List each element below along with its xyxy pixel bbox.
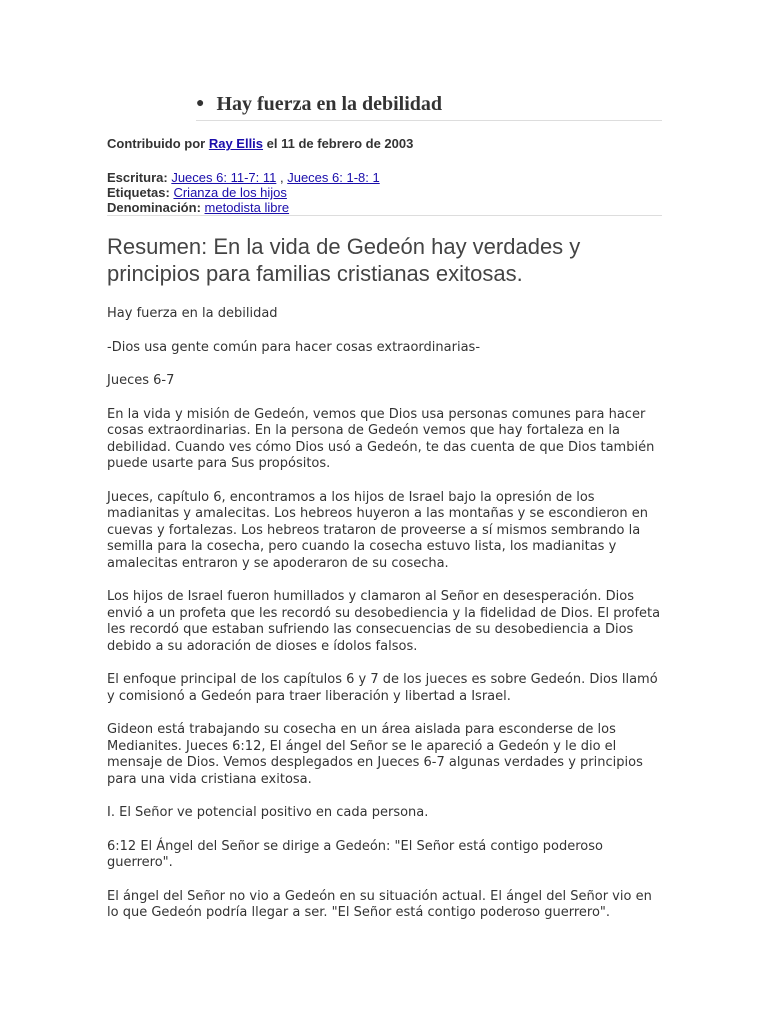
- paragraph: Jueces 6-7: [107, 373, 175, 388]
- escritura-row: [107, 170, 662, 185]
- page-title: Hay fuerza en la debilidad: [216, 93, 443, 115]
- escritura-label: Escritura:: [107, 170, 168, 185]
- paragraph: El ángel del Señor no vio a Gedeón en su situación actual. El ángel del Señor vio en lo que Gedeón podría llegar a ser. "El Señor está contigo poderoso guerrero".: [107, 888, 652, 920]
- paragraph: Hay fuerza en la debilidad: [107, 306, 278, 321]
- contribution-date: el 11 de febrero de 2003: [266, 136, 414, 151]
- etiquetas-label: Etiquetas:: [107, 185, 170, 200]
- scripture-link-1[interactable]: Jueces 6: 11-7: 11: [171, 170, 277, 185]
- author-link[interactable]: Ray Ellis: [208, 136, 264, 151]
- tag-link[interactable]: Crianza de los hijos: [173, 185, 287, 200]
- paragraph: Gideon está trabajando su cosecha en un área aislada para esconderse de los Medianites. Jueces 6:12, El ángel del Señor se le apareció a Gedeón y le dio el mensaje de Dios. Vemos desplegados en Jueces 6-7 algunas verdades y principios para una vida cristiana exitosa.: [107, 722, 643, 787]
- paragraph: Los hijos de Israel fueron humillados y clamaron al Señor en desesperación. Dios envió a un profeta que les recordó su desobediencia y la fidelidad de Dios. El profeta les recordó que estaban sufriendo las consecuencias de su desobediencia a Dios debido a su adoración de dioses e ídolos falsos.: [107, 589, 661, 654]
- paragraph: Jueces, capítulo 6, encontramos a los hijos de Israel bajo la opresión de los madianitas y amalecitas. Los hebreos huyeron a las montañas y se escondieron en cuevas y fortalezas. Los hebreos trataron de proveerse a sí mismos sembrando la semilla para la cosecha, pero cuando la cosecha estuvo lista, los madianitas y amalecitas entraron y se apoderaron de su cosecha.: [107, 489, 648, 571]
- page-title-row: [196, 93, 662, 121]
- denomination-link[interactable]: metodista libre: [204, 200, 290, 215]
- paragraph: El enfoque principal de los capítulos 6 y 7 de los jueces es sobre Gedeón. Dios llamó y comisionó a Gedeón para traer liberación y libertad a Israel.: [107, 672, 658, 704]
- denominacion-label: Denominación:: [107, 200, 201, 215]
- paragraph: -Dios usa gente común para hacer cosas extraordinarias-: [107, 339, 481, 355]
- etiquetas-row: [107, 185, 662, 200]
- denominacion-row: [107, 200, 662, 215]
- sermon-body: [107, 306, 667, 939]
- contributor-prefix: Contribuido por: [107, 136, 206, 151]
- sermon-metadata: [107, 170, 662, 216]
- paragraph: 6:12 El Ángel del Señor se dirige a Gedeón: "El Señor está contigo poderoso guerrero".: [107, 838, 603, 870]
- contributor-line: [107, 136, 413, 151]
- scripture-link-2[interactable]: Jueces 6: 1-8: 1: [287, 170, 380, 185]
- paragraph: I. El Señor ve potencial positivo en cada persona.: [107, 805, 429, 820]
- paragraph: En la vida y misión de Gedeón, vemos que Dios usa personas comunes para hacer cosas extraordinarias. En la persona de Gedeón vemos que hay fortaleza en la debilidad. Cuando ves cómo Dios usó a Gedeón, te das cuenta de que Dios también puede usarte para Sus propósitos.: [107, 406, 655, 471]
- bullet-icon: ●: [196, 96, 205, 111]
- scripture-separator: ,: [276, 170, 284, 185]
- sermon-summary: Resumen: En la vida de Gedeón hay verdades y principios para familias cristianas exitosas.: [107, 234, 581, 286]
